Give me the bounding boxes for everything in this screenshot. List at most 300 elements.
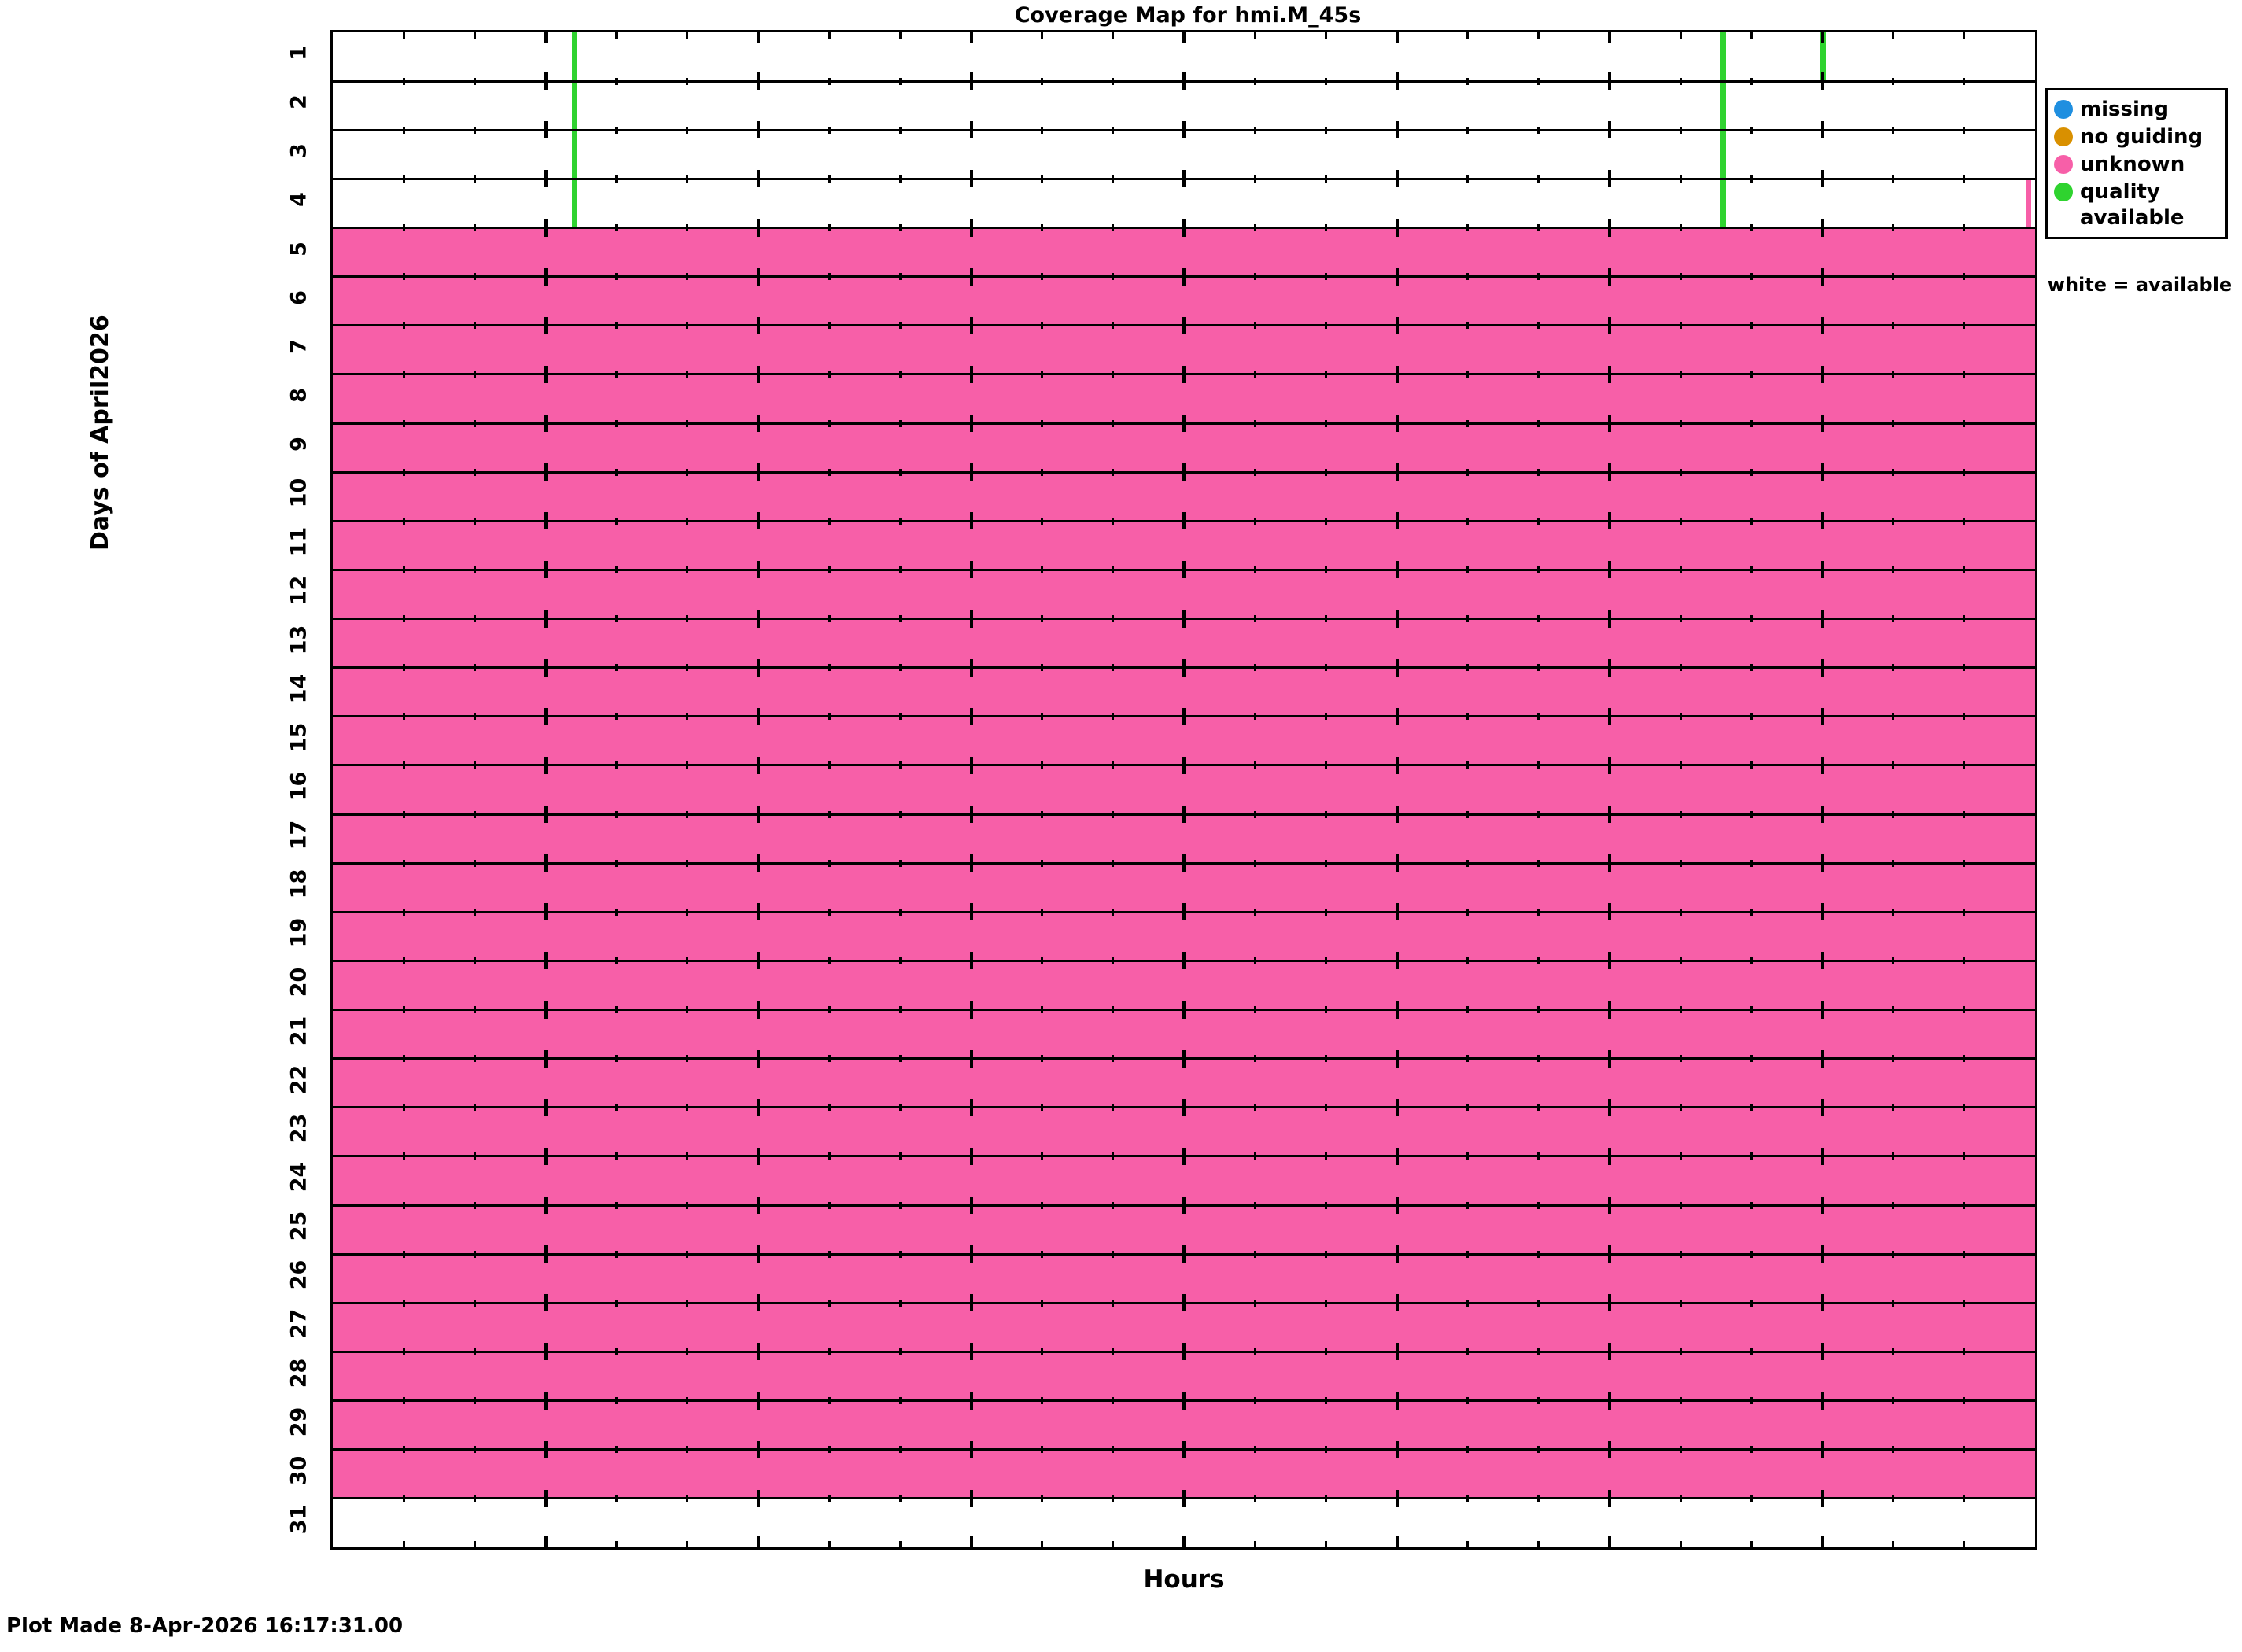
hour-tick-minor bbox=[403, 761, 405, 769]
hour-tick-major bbox=[1182, 1197, 1186, 1214]
hour-tick-minor bbox=[1325, 127, 1327, 134]
hour-tick-minor bbox=[1254, 371, 1256, 378]
hour-tick-minor bbox=[1112, 273, 1114, 280]
hour-tick-minor bbox=[1041, 761, 1043, 769]
hour-tick-major bbox=[1182, 854, 1186, 872]
hour-tick-minor bbox=[899, 420, 902, 427]
hour-tick-major bbox=[1182, 1441, 1186, 1458]
hour-tick-minor bbox=[828, 273, 831, 280]
hour-tick-major bbox=[970, 366, 973, 383]
hour-tick-major bbox=[1182, 268, 1186, 286]
hour-tick-minor bbox=[1892, 1202, 1894, 1209]
hour-tick-major bbox=[1396, 1001, 1399, 1019]
hour-tick-minor bbox=[1750, 1300, 1753, 1307]
hour-tick-minor bbox=[1466, 1152, 1469, 1160]
hour-tick-major bbox=[1608, 463, 1611, 481]
hour-tick-major bbox=[544, 1001, 548, 1019]
hour-tick-minor bbox=[1112, 1397, 1114, 1404]
hour-tick-minor bbox=[615, 1202, 618, 1209]
hour-tick-minor bbox=[1254, 1055, 1256, 1062]
hour-tick-minor bbox=[686, 1397, 688, 1404]
hour-tick-minor bbox=[828, 469, 831, 476]
hour-tick-minor bbox=[1325, 713, 1327, 720]
hour-tick-major bbox=[544, 806, 548, 823]
legend-label-missing: missing bbox=[2080, 97, 2169, 121]
hour-tick-minor bbox=[1325, 322, 1327, 329]
hour-tick-minor bbox=[403, 1152, 405, 1160]
hour-tick-major bbox=[1608, 1148, 1611, 1165]
hour-tick-major bbox=[1396, 1197, 1399, 1214]
hour-tick-minor bbox=[1466, 469, 1469, 476]
hour-tick-minor bbox=[686, 1300, 688, 1307]
hour-tick-minor bbox=[615, 566, 618, 573]
hour-tick-major bbox=[757, 415, 760, 432]
hour-tick-major bbox=[1821, 72, 1824, 90]
hour-tick-minor bbox=[1325, 420, 1327, 427]
hour-tick-minor bbox=[1112, 175, 1114, 183]
hour-tick-minor bbox=[1041, 322, 1043, 329]
hour-tick-minor bbox=[899, 1104, 902, 1111]
hour-tick-minor bbox=[1041, 566, 1043, 573]
hour-tick-minor bbox=[1892, 615, 1894, 622]
hour-tick-minor bbox=[899, 127, 902, 134]
hour-tick-major bbox=[544, 32, 548, 43]
hour-tick-minor bbox=[1963, 1202, 1965, 1209]
hour-tick-minor bbox=[1112, 1348, 1114, 1355]
hour-tick-minor bbox=[1750, 1446, 1753, 1453]
hour-tick-minor bbox=[474, 761, 476, 769]
hour-tick-minor bbox=[1325, 1104, 1327, 1111]
hour-tick-major bbox=[1182, 170, 1186, 187]
plot-made-timestamp: Plot Made 8-Apr-2026 16:17:31.00 bbox=[6, 1614, 404, 1638]
hour-tick-major bbox=[970, 1392, 973, 1410]
hour-tick-minor bbox=[1466, 1006, 1469, 1013]
hour-tick-minor bbox=[1750, 371, 1753, 378]
hour-tick-minor bbox=[1112, 860, 1114, 867]
hour-tick-major bbox=[1396, 1294, 1399, 1311]
hour-tick-minor bbox=[1892, 1348, 1894, 1355]
hour-tick-minor bbox=[1254, 1446, 1256, 1453]
hour-tick-minor bbox=[615, 1300, 618, 1307]
hour-tick-minor bbox=[1254, 175, 1256, 183]
hour-tick-minor bbox=[1680, 1446, 1682, 1453]
hour-tick-major bbox=[970, 757, 973, 774]
hour-tick-minor bbox=[1750, 860, 1753, 867]
hour-ticks-layer bbox=[333, 32, 2035, 1547]
hour-tick-minor bbox=[1892, 420, 1894, 427]
hour-tick-minor bbox=[403, 1541, 405, 1548]
hour-tick-minor bbox=[686, 1104, 688, 1111]
hour-tick-minor bbox=[1466, 175, 1469, 183]
hour-tick-minor bbox=[1112, 1446, 1114, 1453]
hour-tick-major bbox=[1608, 1490, 1611, 1507]
hour-tick-major bbox=[544, 708, 548, 725]
hour-tick-major bbox=[970, 1245, 973, 1263]
hour-tick-minor bbox=[1892, 1104, 1894, 1111]
hour-tick-minor bbox=[474, 1397, 476, 1404]
hour-tick-minor bbox=[1325, 371, 1327, 378]
hour-tick-major bbox=[970, 317, 973, 334]
hour-tick-minor bbox=[403, 1251, 405, 1258]
hour-tick-minor bbox=[1963, 1300, 1965, 1307]
hour-tick-minor bbox=[1112, 566, 1114, 573]
hour-tick-major bbox=[1821, 32, 1824, 43]
hour-tick-minor bbox=[403, 1006, 405, 1013]
hour-tick-minor bbox=[1680, 518, 1682, 525]
hour-tick-minor bbox=[828, 1300, 831, 1307]
hour-tick-minor bbox=[615, 761, 618, 769]
hour-tick-minor bbox=[615, 1251, 618, 1258]
hour-tick-minor bbox=[403, 713, 405, 720]
hour-tick-major bbox=[757, 1536, 760, 1550]
hour-tick-major bbox=[1821, 1294, 1824, 1311]
hour-tick-minor bbox=[686, 469, 688, 476]
hour-tick-minor bbox=[899, 1202, 902, 1209]
hour-tick-minor bbox=[403, 127, 405, 134]
hour-tick-major bbox=[1396, 659, 1399, 677]
hour-tick-minor bbox=[1041, 1006, 1043, 1013]
hour-tick-major bbox=[970, 121, 973, 138]
hour-tick-major bbox=[970, 806, 973, 823]
hour-tick-major bbox=[1821, 659, 1824, 677]
hour-tick-minor bbox=[686, 1202, 688, 1209]
hour-tick-minor bbox=[1254, 615, 1256, 622]
hour-tick-major bbox=[1608, 1050, 1611, 1068]
y-axis-tick-label: 25 bbox=[286, 1211, 312, 1241]
hour-tick-minor bbox=[1325, 469, 1327, 476]
hour-tick-minor bbox=[1537, 78, 1540, 85]
hour-tick-major bbox=[544, 317, 548, 334]
hour-tick-major bbox=[757, 757, 760, 774]
hour-tick-major bbox=[970, 610, 973, 628]
hour-tick-major bbox=[1821, 415, 1824, 432]
hour-tick-minor bbox=[1537, 1495, 1540, 1502]
hour-tick-major bbox=[1396, 708, 1399, 725]
hour-tick-major bbox=[970, 512, 973, 529]
hour-tick-major bbox=[1396, 1099, 1399, 1116]
hour-tick-major bbox=[1821, 952, 1824, 969]
hour-tick-major bbox=[1396, 1050, 1399, 1068]
hour-tick-minor bbox=[1537, 175, 1540, 183]
hour-tick-minor bbox=[1892, 1006, 1894, 1013]
hour-tick-minor bbox=[1963, 957, 1965, 964]
hour-tick-minor bbox=[1254, 860, 1256, 867]
hour-tick-minor bbox=[828, 1104, 831, 1111]
hour-tick-minor bbox=[1041, 273, 1043, 280]
hour-tick-minor bbox=[1537, 566, 1540, 573]
y-axis-tick-label: 20 bbox=[286, 967, 312, 997]
hour-tick-minor bbox=[474, 1202, 476, 1209]
hour-tick-minor bbox=[474, 273, 476, 280]
hour-tick-major bbox=[544, 1392, 548, 1410]
hour-tick-major bbox=[1182, 610, 1186, 628]
hour-tick-minor bbox=[615, 1006, 618, 1013]
hour-tick-major bbox=[757, 268, 760, 286]
hour-tick-minor bbox=[1680, 273, 1682, 280]
hour-tick-major bbox=[1182, 1536, 1186, 1550]
hour-tick-minor bbox=[686, 1446, 688, 1453]
hour-tick-minor bbox=[1963, 615, 1965, 622]
hour-tick-minor bbox=[1325, 78, 1327, 85]
hour-tick-minor bbox=[403, 1202, 405, 1209]
hour-tick-major bbox=[757, 1148, 760, 1165]
hour-tick-minor bbox=[1892, 909, 1894, 916]
hour-tick-major bbox=[970, 854, 973, 872]
hour-tick-major bbox=[544, 1294, 548, 1311]
hour-tick-minor bbox=[1963, 1397, 1965, 1404]
hour-tick-minor bbox=[615, 1397, 618, 1404]
hour-tick-major bbox=[757, 1050, 760, 1068]
hour-tick-minor bbox=[474, 322, 476, 329]
hour-tick-minor bbox=[1041, 1446, 1043, 1453]
hour-tick-major bbox=[970, 1099, 973, 1116]
hour-tick-minor bbox=[1963, 1541, 1965, 1548]
hour-tick-major bbox=[1182, 903, 1186, 920]
hour-tick-minor bbox=[1680, 957, 1682, 964]
legend-label-unknown: unknown bbox=[2080, 152, 2185, 176]
hour-tick-minor bbox=[403, 1348, 405, 1355]
hour-tick-major bbox=[1182, 32, 1186, 43]
hour-tick-minor bbox=[899, 811, 902, 818]
hour-tick-minor bbox=[1750, 615, 1753, 622]
hour-tick-minor bbox=[1892, 1152, 1894, 1160]
hour-tick-major bbox=[1396, 1536, 1399, 1550]
hour-tick-minor bbox=[1466, 1446, 1469, 1453]
hour-tick-minor bbox=[1750, 664, 1753, 671]
hour-tick-minor bbox=[1325, 1446, 1327, 1453]
hour-tick-minor bbox=[1325, 1152, 1327, 1160]
hour-tick-minor bbox=[1537, 127, 1540, 134]
hour-tick-minor bbox=[1680, 1495, 1682, 1502]
hour-tick-minor bbox=[686, 127, 688, 134]
hour-tick-minor bbox=[1750, 127, 1753, 134]
hour-tick-minor bbox=[1892, 664, 1894, 671]
hour-tick-minor bbox=[1325, 761, 1327, 769]
hour-tick-major bbox=[970, 268, 973, 286]
hour-tick-major bbox=[544, 1050, 548, 1068]
hour-tick-minor bbox=[1537, 273, 1540, 280]
hour-tick-major bbox=[1608, 610, 1611, 628]
hour-tick-major bbox=[1182, 512, 1186, 529]
hour-tick-minor bbox=[615, 127, 618, 134]
hour-tick-minor bbox=[686, 566, 688, 573]
y-axis-title: Days of April2026 bbox=[87, 315, 114, 551]
hour-tick-major bbox=[1182, 1490, 1186, 1507]
hour-tick-major bbox=[1821, 366, 1824, 383]
hour-tick-minor bbox=[1112, 664, 1114, 671]
hour-tick-minor bbox=[474, 518, 476, 525]
hour-tick-minor bbox=[1680, 371, 1682, 378]
hour-tick-minor bbox=[1892, 469, 1894, 476]
hour-tick-major bbox=[1821, 757, 1824, 774]
hour-tick-minor bbox=[686, 860, 688, 867]
hour-tick-minor bbox=[1041, 1348, 1043, 1355]
hour-tick-major bbox=[544, 757, 548, 774]
hour-tick-minor bbox=[1537, 860, 1540, 867]
hour-tick-major bbox=[1608, 32, 1611, 43]
y-axis-tick-label: 30 bbox=[286, 1455, 312, 1486]
hour-tick-major bbox=[1821, 1197, 1824, 1214]
hour-tick-major bbox=[757, 854, 760, 872]
hour-tick-minor bbox=[1963, 273, 1965, 280]
hour-tick-minor bbox=[1112, 518, 1114, 525]
hour-tick-major bbox=[1396, 366, 1399, 383]
hour-tick-minor bbox=[1537, 224, 1540, 231]
hour-tick-minor bbox=[1892, 1446, 1894, 1453]
hour-tick-major bbox=[1396, 757, 1399, 774]
hour-tick-minor bbox=[1680, 322, 1682, 329]
hour-tick-minor bbox=[474, 175, 476, 183]
hour-tick-minor bbox=[403, 32, 405, 39]
hour-tick-major bbox=[1182, 1099, 1186, 1116]
hour-tick-minor bbox=[403, 566, 405, 573]
hour-tick-minor bbox=[615, 1541, 618, 1548]
hour-tick-minor bbox=[828, 1202, 831, 1209]
hour-tick-minor bbox=[615, 957, 618, 964]
hour-tick-minor bbox=[1750, 713, 1753, 720]
legend-item bbox=[2054, 178, 2219, 205]
y-axis-tick-label: 17 bbox=[286, 820, 312, 850]
hour-tick-minor bbox=[474, 566, 476, 573]
hour-tick-minor bbox=[474, 713, 476, 720]
hour-tick-minor bbox=[615, 420, 618, 427]
hour-tick-major bbox=[1396, 1392, 1399, 1410]
hour-tick-minor bbox=[1963, 664, 1965, 671]
hour-tick-minor bbox=[1750, 469, 1753, 476]
hour-tick-minor bbox=[403, 860, 405, 867]
hour-tick-minor bbox=[828, 1006, 831, 1013]
hour-tick-major bbox=[1182, 708, 1186, 725]
hour-tick-minor bbox=[1112, 1300, 1114, 1307]
hour-tick-major bbox=[1608, 1099, 1611, 1116]
hour-tick-minor bbox=[899, 469, 902, 476]
hour-tick-minor bbox=[828, 371, 831, 378]
hour-tick-minor bbox=[1041, 1055, 1043, 1062]
hour-tick-minor bbox=[1254, 1006, 1256, 1013]
hour-tick-minor bbox=[828, 518, 831, 525]
hour-tick-minor bbox=[403, 1446, 405, 1453]
hour-tick-minor bbox=[1680, 1104, 1682, 1111]
hour-tick-major bbox=[1821, 1148, 1824, 1165]
hour-tick-minor bbox=[686, 32, 688, 39]
hour-tick-major bbox=[757, 1343, 760, 1360]
hour-tick-major bbox=[1608, 1392, 1611, 1410]
legend-item bbox=[2054, 123, 2219, 150]
hour-tick-minor bbox=[1041, 1152, 1043, 1160]
legend-color-dot-missing bbox=[2054, 100, 2073, 119]
hour-tick-major bbox=[544, 1441, 548, 1458]
hour-tick-minor bbox=[474, 860, 476, 867]
legend-color-dot-quality bbox=[2054, 183, 2073, 201]
hour-tick-minor bbox=[615, 1104, 618, 1111]
hour-tick-minor bbox=[403, 371, 405, 378]
hour-tick-minor bbox=[828, 127, 831, 134]
hour-tick-minor bbox=[828, 1495, 831, 1502]
hour-tick-major bbox=[1608, 366, 1611, 383]
hour-tick-major bbox=[970, 32, 973, 43]
hour-tick-minor bbox=[899, 224, 902, 231]
hour-tick-minor bbox=[1254, 1202, 1256, 1209]
hour-tick-major bbox=[1182, 659, 1186, 677]
hour-tick-major bbox=[1182, 757, 1186, 774]
hour-tick-major bbox=[544, 1148, 548, 1165]
hour-tick-minor bbox=[1680, 78, 1682, 85]
hour-tick-major bbox=[1608, 1536, 1611, 1550]
hour-tick-major bbox=[970, 1050, 973, 1068]
y-axis-tick-label: 22 bbox=[286, 1064, 312, 1095]
hour-tick-minor bbox=[615, 1348, 618, 1355]
hour-tick-minor bbox=[1750, 78, 1753, 85]
y-axis-tick-label: 31 bbox=[286, 1504, 312, 1535]
hour-tick-minor bbox=[1680, 1300, 1682, 1307]
chart-title: Coverage Map for hmi.M_45s bbox=[1014, 3, 1362, 28]
hour-tick-minor bbox=[615, 860, 618, 867]
hour-tick-major bbox=[1821, 317, 1824, 334]
hour-tick-major bbox=[757, 806, 760, 823]
hour-tick-minor bbox=[1041, 860, 1043, 867]
hour-tick-minor bbox=[474, 1300, 476, 1307]
hour-tick-minor bbox=[899, 273, 902, 280]
hour-tick-minor bbox=[1750, 566, 1753, 573]
hour-tick-minor bbox=[1466, 32, 1469, 39]
hour-tick-minor bbox=[1680, 761, 1682, 769]
hour-tick-minor bbox=[1750, 761, 1753, 769]
hour-tick-major bbox=[1821, 708, 1824, 725]
hour-tick-major bbox=[1396, 512, 1399, 529]
hour-tick-major bbox=[757, 610, 760, 628]
y-axis-tick-label: 18 bbox=[286, 868, 312, 899]
hour-tick-minor bbox=[899, 32, 902, 39]
hour-tick-major bbox=[1182, 1001, 1186, 1019]
hour-tick-minor bbox=[1466, 273, 1469, 280]
hour-tick-minor bbox=[1112, 1152, 1114, 1160]
hour-tick-major bbox=[1608, 512, 1611, 529]
hour-tick-major bbox=[1821, 561, 1824, 578]
hour-tick-minor bbox=[1680, 1251, 1682, 1258]
hour-tick-minor bbox=[1325, 1202, 1327, 1209]
legend-item bbox=[2054, 150, 2219, 178]
y-axis-tick-label: 21 bbox=[286, 1016, 312, 1045]
hour-tick-minor bbox=[474, 1104, 476, 1111]
hour-tick-major bbox=[970, 1148, 973, 1165]
hour-tick-minor bbox=[686, 1348, 688, 1355]
hour-tick-minor bbox=[1254, 1300, 1256, 1307]
hour-tick-major bbox=[544, 219, 548, 237]
hour-tick-minor bbox=[1963, 1495, 1965, 1502]
hour-tick-major bbox=[1396, 561, 1399, 578]
hour-tick-minor bbox=[615, 78, 618, 85]
hour-tick-minor bbox=[615, 811, 618, 818]
y-axis-tick-label: 10 bbox=[286, 478, 312, 508]
hour-tick-minor bbox=[1254, 811, 1256, 818]
hour-tick-minor bbox=[1892, 78, 1894, 85]
hour-tick-major bbox=[1396, 32, 1399, 43]
hour-tick-minor bbox=[1750, 1104, 1753, 1111]
hour-tick-minor bbox=[1466, 1495, 1469, 1502]
hour-tick-minor bbox=[1680, 224, 1682, 231]
hour-tick-minor bbox=[1041, 1495, 1043, 1502]
hour-tick-minor bbox=[1466, 1300, 1469, 1307]
hour-tick-minor bbox=[828, 761, 831, 769]
y-axis-tick-label: 24 bbox=[286, 1162, 312, 1193]
legend-color-dot-unknown bbox=[2054, 155, 2073, 174]
hour-tick-minor bbox=[899, 860, 902, 867]
hour-tick-minor bbox=[1680, 1006, 1682, 1013]
hour-tick-minor bbox=[899, 1152, 902, 1160]
hour-tick-minor bbox=[1750, 1495, 1753, 1502]
hour-tick-minor bbox=[1466, 713, 1469, 720]
hour-tick-minor bbox=[1466, 761, 1469, 769]
